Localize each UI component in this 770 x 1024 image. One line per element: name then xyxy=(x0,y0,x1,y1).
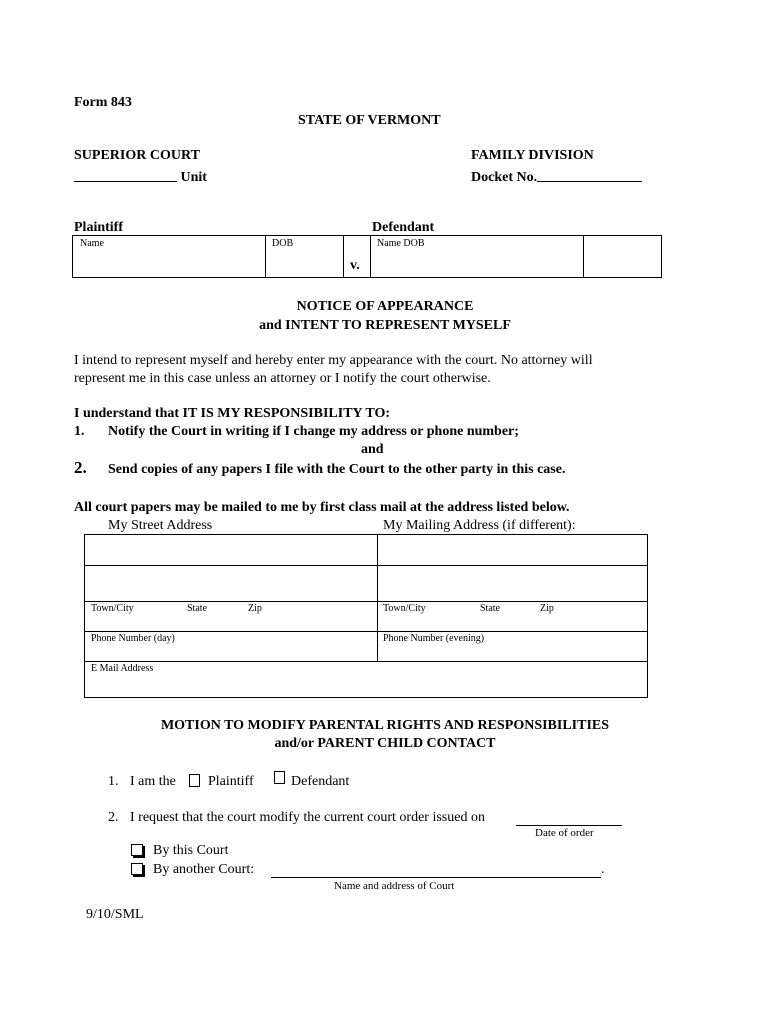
mailing-address-label: My Mailing Address (if different): xyxy=(383,518,576,533)
docket-blank[interactable] xyxy=(537,167,642,182)
motion-title-line2: and/or PARENT CHILD CONTACT xyxy=(274,736,496,751)
defendant-dob-input[interactable] xyxy=(588,252,656,272)
plaintiff-dob-input[interactable] xyxy=(270,252,338,272)
phone-evening-label: Phone Number (evening) xyxy=(383,633,485,644)
by-this-court-label: By this Court xyxy=(153,843,229,858)
motion-title-line1: MOTION TO MODIFY PARENTAL RIGHTS AND RESPONSIBILITIES xyxy=(160,718,610,733)
mailing-address-line2-input[interactable] xyxy=(383,572,641,594)
notice-paragraph-line2: represent me in this case unless an attorney or I notify the court otherwise. xyxy=(74,371,491,386)
by-another-court-checkbox[interactable] xyxy=(131,863,143,875)
date-of-order-label: Date of order xyxy=(535,827,594,839)
versus-label: v. xyxy=(350,258,360,273)
state-title: STATE OF VERMONT xyxy=(298,113,441,128)
mailing-town-state-zip-input[interactable] xyxy=(383,615,641,629)
responsibility-item1-text: Notify the Court in writing if I change my address or phone number; xyxy=(108,424,519,439)
street-address-line1-input[interactable] xyxy=(90,540,370,560)
defendant-label: Defendant xyxy=(372,220,435,235)
phone-day-input[interactable] xyxy=(90,645,370,659)
superior-court-title: SUPERIOR COURT xyxy=(74,148,200,163)
plaintiff-label: Plaintiff xyxy=(74,220,123,235)
by-this-court-checkbox[interactable] xyxy=(131,844,143,856)
plaintiff-dob-label: DOB xyxy=(272,238,294,249)
motion-item1-text: I am the xyxy=(130,774,176,789)
unit-label: Unit xyxy=(180,170,207,185)
responsibility-item1-number: 1. xyxy=(74,424,85,439)
docket-line xyxy=(471,167,642,186)
phone-evening-input[interactable] xyxy=(383,645,641,659)
responsibility-item2-number: 2. xyxy=(74,458,87,477)
street-address-label: My Street Address xyxy=(108,518,213,533)
responsibility-item2-text: Send copies of any papers I file with the Court to the other party in this case. xyxy=(108,462,566,477)
street-state-label: State xyxy=(187,603,207,614)
plaintiff-checkbox[interactable] xyxy=(189,774,200,787)
mail-notice: All court papers may be mailed to me by first class mail at the address listed below. xyxy=(74,500,570,515)
defendant-name-dob-label: Name DOB xyxy=(377,238,425,249)
street-zip-label: Zip xyxy=(248,603,262,614)
form-number: Form 843 xyxy=(74,95,132,110)
defendant-option-label: Defendant xyxy=(291,774,350,789)
mailing-address-line1-input[interactable] xyxy=(383,540,641,560)
unit-blank[interactable] xyxy=(74,167,177,182)
footer-code: 9/10/SML xyxy=(86,907,144,922)
defendant-checkbox[interactable] xyxy=(274,771,285,784)
unit-line xyxy=(74,167,207,186)
responsibility-and: and xyxy=(361,442,384,457)
docket-label: Docket No. xyxy=(471,170,538,185)
email-input[interactable] xyxy=(90,676,640,694)
mailing-zip-label: Zip xyxy=(540,603,554,614)
by-another-court-label: By another Court: xyxy=(153,862,255,877)
street-town-label: Town/City xyxy=(91,603,134,614)
notice-title-line2: and INTENT TO REPRESENT MYSELF xyxy=(259,318,511,333)
other-court-period: . xyxy=(601,862,605,877)
email-label: E Mail Address xyxy=(91,663,154,674)
street-town-state-zip-input[interactable] xyxy=(90,615,370,629)
other-court-line[interactable] xyxy=(271,877,601,878)
phone-day-label: Phone Number (day) xyxy=(91,633,175,644)
notice-title-line1: NOTICE OF APPEARANCE xyxy=(296,299,474,314)
plaintiff-option-label: Plaintiff xyxy=(208,774,254,789)
notice-paragraph-line1: I intend to represent myself and hereby enter my appearance with the court. No attorney will xyxy=(74,353,593,368)
date-of-order-line[interactable] xyxy=(516,825,622,826)
responsibility-heading: I understand that IT IS MY RESPONSIBILITY TO: xyxy=(74,406,391,421)
family-division-title: FAMILY DIVISION xyxy=(471,148,594,163)
motion-item2-number: 2. xyxy=(108,810,119,825)
name-address-court-label: Name and address of Court xyxy=(334,880,455,892)
motion-item2-text: I request that the court modify the current court order issued on xyxy=(130,810,485,825)
plaintiff-name-input[interactable] xyxy=(78,252,258,272)
mailing-state-label: State xyxy=(480,603,500,614)
defendant-name-input[interactable] xyxy=(376,252,576,272)
mailing-town-label: Town/City xyxy=(383,603,426,614)
street-address-line2-input[interactable] xyxy=(90,572,370,594)
motion-item1-number: 1. xyxy=(108,774,119,789)
plaintiff-name-label: Name xyxy=(80,238,104,249)
